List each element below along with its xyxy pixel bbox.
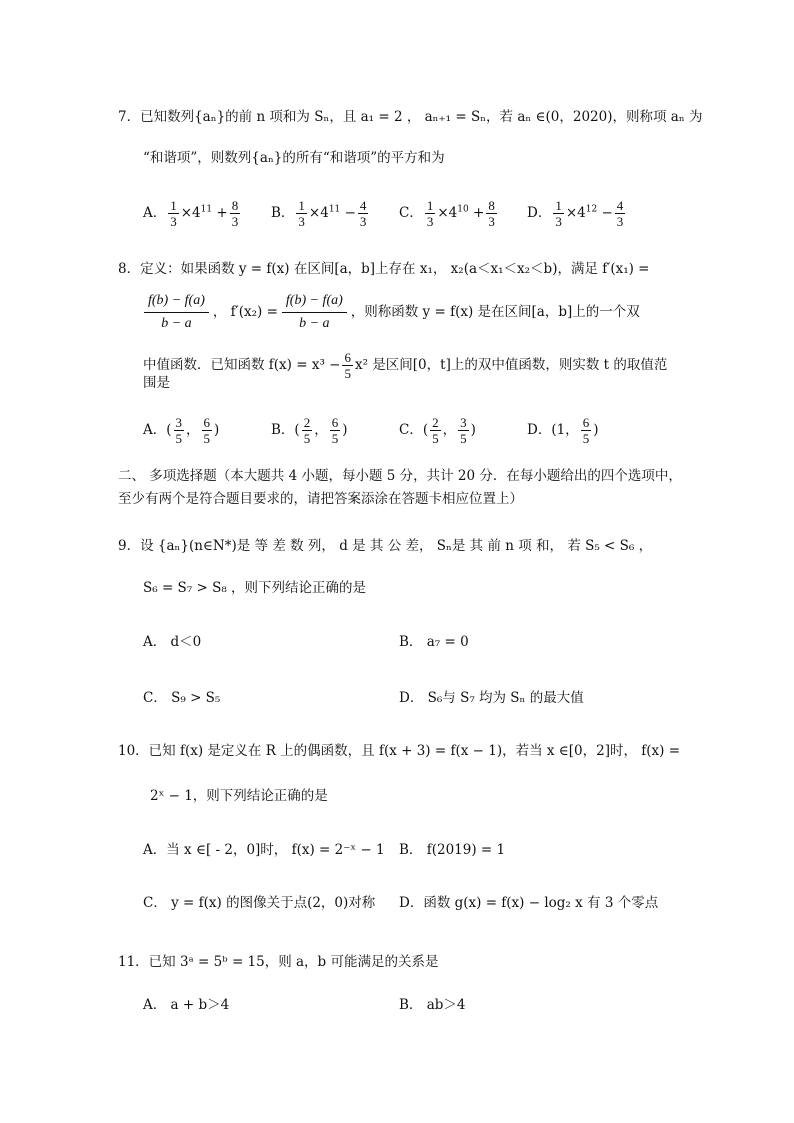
q8-option-b[interactable]: B．( $\frac{2}{5}$ ， $\frac{6}{5}$ ) <box>271 415 348 446</box>
q11-option-b[interactable]: B． ab＞4 <box>399 997 466 1013</box>
q9-option-c[interactable]: C． S₉ > S₅ <box>143 690 221 706</box>
q11-stem-line1: 11．已知 3ᵃ = 5ᵇ = 15，则 a，b 可能满足的关系是 <box>118 954 439 970</box>
q8-fraction-1: $\frac{f(b) - f(a)}{b - a}$ <box>144 290 209 335</box>
section2-heading-line2: 至少有两个是符合题目要求的，请把答案添涂在答题卡相应位置上） <box>118 491 523 507</box>
q9-stem-line1: 9．设 {aₙ}(n∈N*)是 等 差 数 列， d 是 其 公 差， Sₙ是 其 前 n 项 和， 若 S₅ < S₆ ， <box>118 538 653 554</box>
q7-option-d[interactable]: D． $\frac{1}{3}$ $\times 4^{12}$ − $\frac{4}{3}$ <box>527 198 624 229</box>
q9-stem-line2: S₆ = S₇ > S₈ ，则下列结论正确的是 <box>143 580 367 596</box>
q8-option-d[interactable]: D．(1， $\frac{6}{5}$ ) <box>527 415 599 446</box>
q10-option-a[interactable]: A．当 x ∈[ - 2，0]时， f(x) = 2⁻ˣ − 1 <box>143 842 385 858</box>
q8-stem-line3: 中值函数．已知函数 f(x) = x³ − $\frac{6}{5}$ x² 是区间[0，t]上的双中值函数，则实数 t 的取值范 <box>143 350 668 381</box>
q9-option-d[interactable]: D． S₆与 S₇ 均为 Sₙ 的最大值 <box>399 690 584 706</box>
q7-option-a[interactable]: A． $\frac{1}{3}$ $\times 4^{11}$ + $\frac{8}{3}$ <box>143 198 239 229</box>
q11-option-a[interactable]: A． a + b＞4 <box>143 997 230 1013</box>
q8-stem-line2: $\frac{f(b) - f(a)}{b - a}$ ， f′(x₂) = $\frac{f(b) - f(a)}{b - a}$ ，则称函数 y = f(x) 是在区间[a，b]上的一个双 <box>140 290 640 335</box>
q10-option-b[interactable]: B． f(2019) = 1 <box>399 842 506 858</box>
q7-option-c[interactable]: C． $\frac{1}{3}$ $\times 4^{10}$ + $\frac{8}{3}$ <box>399 198 495 229</box>
section2-heading-line1: 二、 多项选择题（本大题共 4 小题，每小题 5 分，共计 20 分．在每小题给出的四个选项中， <box>118 468 682 484</box>
q10-stem-line1: 10．已知 f(x) 是定义在 R 上的偶函数，且 f(x + 3) = f(x − 1)，若当 x ∈[0，2]时， f(x) = <box>118 743 681 759</box>
q8-fraction-2: $\frac{f(b) - f(a)}{b - a}$ <box>282 290 347 335</box>
q9-option-b[interactable]: B． a₇ = 0 <box>399 634 469 650</box>
q8-option-c[interactable]: C．( $\frac{2}{5}$ ， $\frac{3}{5}$ ) <box>399 415 476 446</box>
q10-option-d[interactable]: D．函数 g(x) = f(x) − log₂ x 有 3 个零点 <box>399 895 659 911</box>
q8-option-a[interactable]: A．( $\frac{3}{5}$ ， $\frac{6}{5}$ ) <box>143 415 220 446</box>
q8-stem-line1: 8．定义：如果函数 y = f(x) 在区间[a，b]上存在 x₁， x₂(a＜x₁＜x₂＜b)，满足 f′(x₁) = <box>118 261 650 277</box>
q7-stem-line2: “和谐项”，则数列{aₙ}的所有“和谐项”的平方和为 <box>143 150 445 166</box>
q10-option-c[interactable]: C． y = f(x) 的图像关于点(2，0)对称 <box>143 895 376 911</box>
q8-stem-line4: 围是 <box>143 375 170 391</box>
q9-option-a[interactable]: A． d＜0 <box>143 634 202 650</box>
q7-stem-line1: 7．已知数列{aₙ}的前 n 项和为 Sₙ，且 a₁ = 2 ， aₙ₊₁ = Sₙ，若 aₙ ∈(0，2020)，则称项 aₙ 为 <box>118 109 703 125</box>
q10-stem-line2: 2ˣ − 1，则下列结论正确的是 <box>150 788 328 804</box>
q7-option-b[interactable]: B． $\frac{1}{3}$ $\times 4^{11}$ − $\frac{4}{3}$ <box>271 198 367 229</box>
